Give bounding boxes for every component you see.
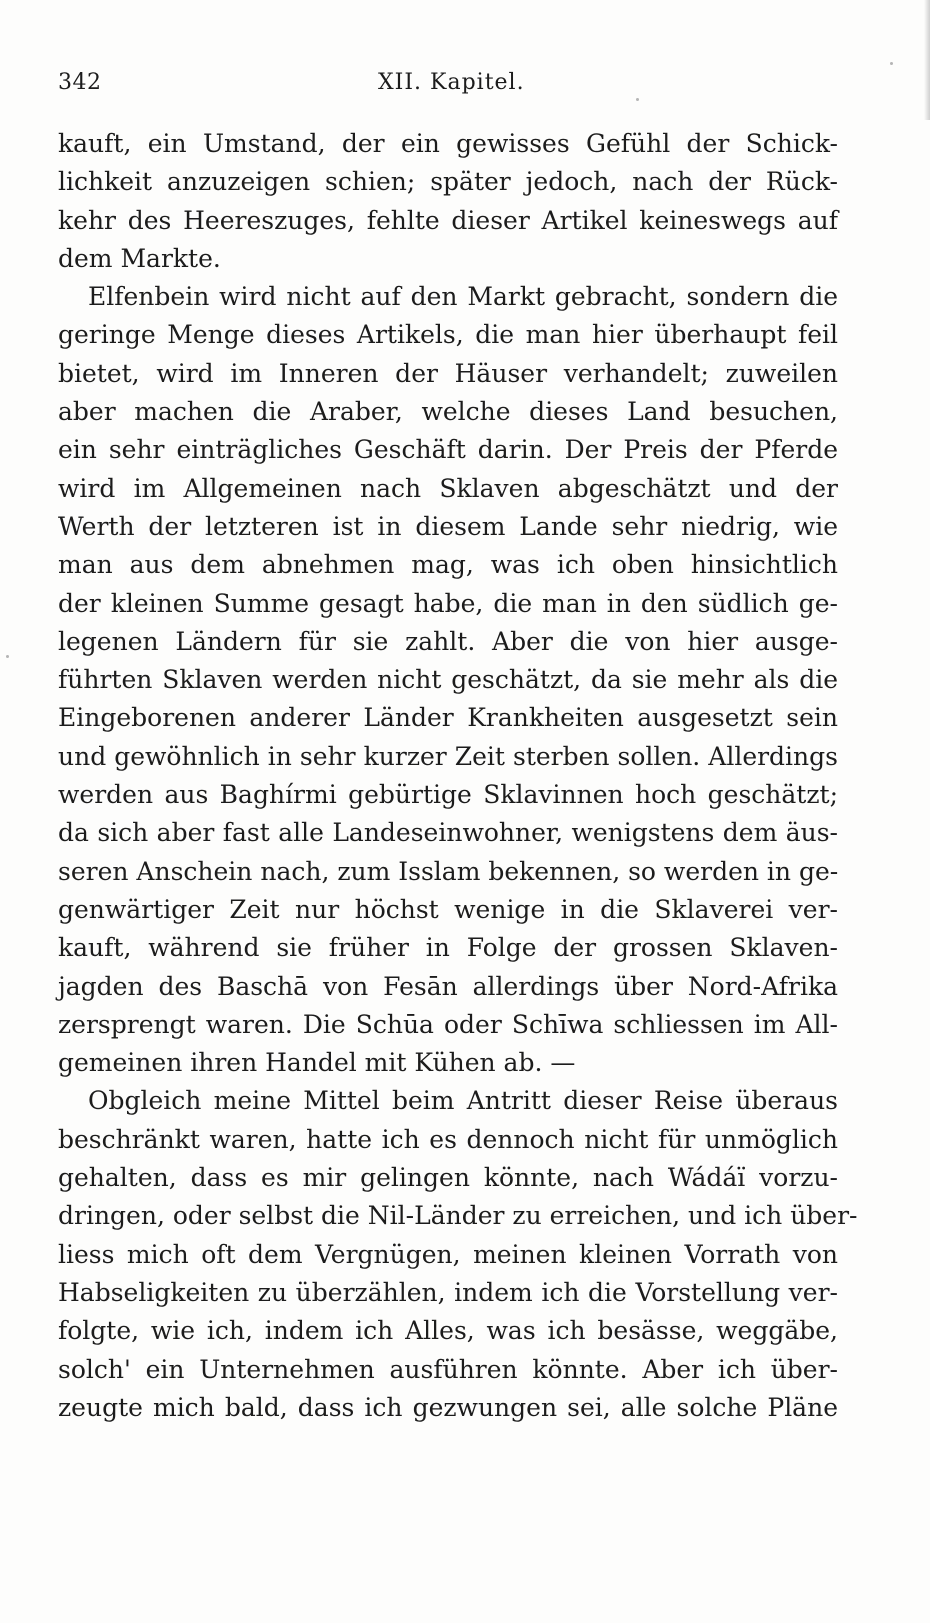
text-line: solch' ein Unternehmen ausführen könnte. Aber ich über- (58, 1354, 838, 1384)
text-line: aber machen die Araber, welche dieses Land besuchen, (58, 397, 838, 427)
text-line: zeugte mich bald, dass ich gezwungen sei, alle solche Pläne (58, 1392, 838, 1422)
text-line: lichkeit anzuzeigen schien; später jedoch, nach der Rück- (58, 167, 838, 197)
text-line: zersprengt waren. Die Schūa oder Schīwa schliessen im All- (58, 1009, 838, 1039)
text-line: bietet, wird im Inneren der Häuser verhandelt; zuweilen (58, 358, 838, 388)
paper-speck (890, 62, 893, 65)
text-line: gehalten, dass es mir gelingen könnte, nach Wádáï vorzu- (58, 1163, 838, 1193)
text-line: ein sehr einträgliches Geschäft darin. Der Preis der Pferde (58, 435, 838, 465)
text-line: dringen, oder selbst die Nil-Länder zu erreichen, und ich über- (58, 1201, 858, 1231)
text-line: Werth der letzteren ist in diesem Lande sehr niedrig, wie (58, 511, 838, 541)
text-line: legenen Ländern für sie zahlt. Aber die von hier ausge- (58, 626, 838, 656)
text-line: der kleinen Summe gesagt habe, die man in den südlich ge- (58, 588, 838, 618)
text-line: kehr des Heereszuges, fehlte dieser Artikel keineswegs auf (58, 205, 838, 235)
text-line: führten Sklaven werden nicht geschätzt, da sie mehr als die (58, 665, 838, 695)
text-line: genwärtiger Zeit nur höchst wenige in die Sklaverei ver- (58, 894, 838, 924)
text-line: da sich aber fast alle Landeseinwohner, wenigstens dem äus- (58, 818, 838, 848)
running-header (58, 70, 838, 100)
text-line: und gewöhnlich in sehr kurzer Zeit sterben sollen. Allerdings (58, 741, 838, 771)
text-line: kauft, ein Umstand, der ein gewisses Gefühl der Schick- (58, 129, 838, 158)
text-line: werden aus Baghírmi gebürtige Sklavinnen hoch geschätzt; (58, 780, 838, 810)
paragraph-start-line: Obgleich meine Mittel beim Antritt dieser Reise überaus (88, 1086, 838, 1116)
paragraph-end-line: dem Markte. (58, 243, 221, 273)
paragraph-start-line: Elfenbein wird nicht auf den Markt gebracht, sondern die (88, 282, 838, 312)
text-line: Habseligkeiten zu überzählen, indem ich die Vorstellung ver- (58, 1277, 838, 1307)
text-line: folgte, wie ich, indem ich Alles, was ich besässe, weggäbe, (58, 1316, 838, 1346)
paragraph-end-line: gemeinen ihren Handel mit Kühen ab. — (58, 1048, 576, 1078)
paper-speck (6, 655, 9, 658)
text-line: beschränkt waren, hatte ich es dennoch nicht für unmöglich (58, 1124, 838, 1154)
text-line: liess mich oft dem Vergnügen, meinen kleinen Vorrath von (58, 1239, 838, 1269)
paper-speck (636, 98, 639, 101)
text-line: geringe Menge dieses Artikels, die man hier überhaupt feil (58, 320, 838, 350)
text-line: wird im Allgemeinen nach Sklaven abgeschätzt und der (58, 473, 838, 503)
text-line: man aus dem abnehmen mag, was ich oben hinsichtlich (58, 550, 838, 580)
text-line: jagden des Baschā von Fesān allerdings über Nord-Afrika (58, 971, 838, 1001)
chapter-title: XII. Kapitel. (378, 70, 525, 95)
page-number: 342 (58, 70, 102, 95)
text-line: Eingeborenen anderer Länder Krankheiten ausgesetzt sein (58, 703, 838, 733)
text-line: seren Anschein nach, zum Isslam bekennen, so werden in ge- (58, 856, 839, 886)
page-edge-shadow (924, 0, 930, 120)
body-text (58, 125, 858, 1427)
text-line: kauft, während sie früher in Folge der grossen Sklaven- (58, 933, 838, 963)
